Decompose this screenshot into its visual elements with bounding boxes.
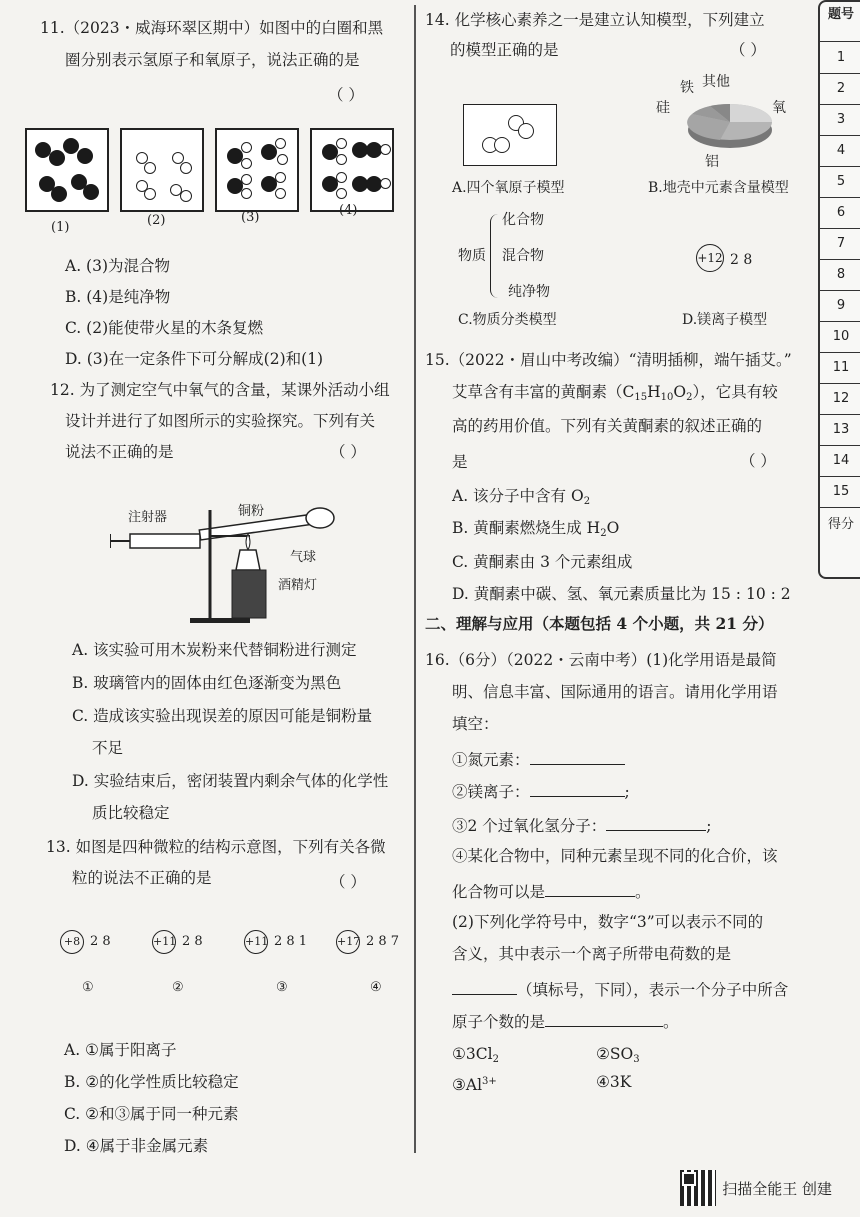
answer-blank-4[interactable] [545,880,635,897]
sidebar-number: 3 [820,104,860,136]
q16-line2: 明、信息丰富、国际通用的语言。请用化学用语 [452,683,778,701]
q14-caption-a: A.四个氧原子模型 [452,180,565,196]
q12-option-a: A. 该实验可用木炭粉来代替铜粉进行测定 [72,641,357,659]
q12-option-c-line2: 不足 [92,739,124,757]
q11-molecule-diagrams [25,128,405,238]
q12-option-c-line1: C. 造成该实验出现误差的原因可能是铜粉量 [72,707,373,725]
q15-option-d: D. 黄酮素中碳、氢、氧元素质量比为 15 : 10 : 2 [452,585,791,603]
box-label-3: (3) [241,210,260,225]
question-number-sidebar [818,0,860,579]
q11-line1: 11.（2023・威海环翠区期中）如图中的白圈和黑 [40,19,384,37]
sidebar-header: 题号 [820,2,860,42]
pie-label-silicon: 硅 [656,100,670,116]
column-divider [414,5,416,1153]
particle-2-nucleus: +11 [152,930,176,954]
q13-option-b: B. ②的化学性质比较稳定 [64,1073,239,1091]
q13-option-a: A. ①属于阳离子 [64,1041,177,1059]
answer-blank-5[interactable] [452,978,517,995]
q16-line1: 16.（6分）（2022・云南中考）(1)化学用语是最简 [425,651,777,669]
box-1-oxygen-atoms [25,128,109,212]
sidebar-number: 12 [820,383,860,415]
q16-part2-line2: 含义，其中表示一个离子所带电荷数的是 [452,945,732,963]
q16-item-2: ②镁离子： ; [452,780,630,802]
q15-line3: 高的药用价值。下列有关黄酮素的叙述正确的 [452,417,763,435]
scanner-watermark [680,1170,832,1206]
sidebar-number: 9 [820,290,860,322]
particle-3-nucleus: +11 [244,930,268,954]
q14-model-a-box [463,104,557,166]
classification-brace-icon [490,214,499,298]
q16-item-4b: 化合物可以是 。 [452,880,651,902]
sidebar-number: 2 [820,73,860,105]
sidebar-number: 1 [820,42,860,74]
balloon-label: 气球 [290,550,317,565]
q12-line3: 说法不正确的是 [65,443,174,461]
sidebar-number: 10 [820,321,860,353]
sidebar-number: 7 [820,228,860,260]
sidebar-number: 13 [820,414,860,446]
q12-option-d-line1: D. 实验结束后，密闭装置内剩余气体的化学性 [72,772,389,790]
q14-line2: 的模型正确的是 [450,41,559,59]
particle-4-label: ④ [370,980,382,995]
q13-particle-diagrams [60,930,420,1010]
q14-line1: 14. 化学核心素养之一是建立认知模型，下列建立 [425,11,765,29]
sidebar-number: 11 [820,352,860,384]
sidebar-number: 4 [820,135,860,167]
q16-choice-3: $③Al^{3+}$ [452,1076,497,1094]
q12-line2: 设计并进行了如图所示的实验探究。下列有关 [65,412,376,430]
q12-option-b: B. 玻璃管内的固体由红色逐渐变为黑色 [72,674,342,692]
particle-4-nucleus: +17 [336,930,360,954]
q13-option-d: D. ④属于非金属元素 [64,1137,209,1155]
box-label-1: (1) [51,220,70,235]
q11-answer-paren: （ ） [328,86,364,104]
box-label-4: (4) [339,203,358,218]
q16-line3: 填空： [452,715,499,733]
particle-1-nucleus: +8 [60,930,84,954]
classification-compound: 化合物 [502,212,544,228]
answer-blank-3[interactable] [606,814,706,831]
q12-option-d-line2: 质比较稳定 [92,804,170,822]
classification-root: 物质 [458,248,486,264]
particle-2-label: ② [172,980,184,995]
q16-item-4a: ④某化合物中，同种元素呈现不同的化合价，该 [452,847,778,865]
q12-line1: 12. 为了测定空气中氧气的含量，某课外活动小组 [50,381,390,399]
sidebar-number: 14 [820,445,860,477]
sidebar-number: 8 [820,259,860,291]
copper-powder-label: 铜粉 [238,504,265,519]
watermark-text: 扫描全能王 创建 [722,1179,832,1198]
particle-4-shells: 2 8 7 [366,934,400,949]
q16-choice-1: $①3Cl_2$ [452,1045,499,1065]
sidebar-number: 5 [820,166,860,198]
q16-part2-line1: (2)下列化学符号中，数字“3”可以表示不同的 [452,913,764,931]
classification-mixture: 混合物 [502,248,544,264]
answer-blank-6[interactable] [545,1010,663,1027]
pie-label-iron: 铁 [680,80,694,96]
classification-pure: 纯净物 [508,284,550,300]
answer-blank-2[interactable] [530,780,625,797]
q15-line4: 是 [452,453,468,471]
q15-option-a: A. 该分子中含有 $O_2$ [452,487,591,507]
q15-line1: 15.（2022・眉山中考改编）“清明插柳，端午插艾。” [425,351,792,369]
box-label-2: (2) [147,213,166,228]
q13-line2: 粒的说法不正确的是 [72,869,212,887]
particle-3-label: ③ [276,980,288,995]
q13-line1: 13. 如图是四种微粒的结构示意图，下列有关各微 [46,838,386,856]
q16-item-3: ③2 个过氧化氢分子： ; [452,814,712,836]
q14-caption-c: C.物质分类模型 [458,312,557,328]
q11-option-d: D. (3)在一定条件下可分解成(2)和(1) [65,350,324,368]
particle-3-shells: 2 8 1 [274,934,308,949]
q15-line2: 艾草含有丰富的黄酮素$(C_{15}H_{10}O_2)$，它具有较 [452,383,778,403]
box-4-mixed-molecules [310,128,394,212]
pie-label-aluminum: 铝 [705,154,719,170]
q16-item-1: ①氮元素： [452,748,625,770]
q14-answer-paren: （ ） [730,41,766,59]
mg-ion-shells: 2 8 [730,252,753,268]
mg-ion-nucleus: +12 [696,244,724,272]
q11-line2: 圈分别表示氢原子和氧原子，说法正确的是 [65,51,360,69]
q16-choice-2: $②SO_3$ [596,1045,640,1065]
pie-label-other: 其他 [702,74,730,90]
qr-code-icon [680,1170,716,1206]
q11-option-a: A. (3)为混合物 [65,257,171,275]
q13-option-c: C. ②和③属于同一种元素 [64,1105,239,1123]
q14-caption-b: B.地壳中元素含量模型 [648,180,789,196]
particle-1-shells: 2 8 [90,934,111,949]
particle-1-label: ① [82,980,94,995]
q14-pie-chart [680,90,780,160]
particle-2-shells: 2 8 [182,934,203,949]
q11-option-b: B. (4)是纯净物 [65,288,171,306]
section-2-title: 二、理解与应用（本题包括 4 个小题，共 21 分） [425,614,774,633]
sidebar-number: 15 [820,476,860,508]
q12-answer-paren: （ ） [330,443,366,461]
q11-option-c: C. (2)能使带火星的木条复燃 [65,319,264,337]
q15-option-b: B. 黄酮素燃烧生成 $H_2O$ [452,519,620,539]
box-3-water-molecules [215,128,299,212]
q13-answer-paren: （ ） [330,873,366,891]
sidebar-score: 得分 [827,517,854,532]
sidebar-number: 6 [820,197,860,229]
q16-part2-line4: 原子个数的是 。 [452,1010,679,1032]
answer-blank-1[interactable] [530,748,625,765]
q16-part2-line3: （填标号，下同），表示一个分子中所含 [452,978,788,1000]
box-2-hydrogen-atoms [120,128,204,212]
q15-option-c: C. 黄酮素由 3 个元素组成 [452,553,633,571]
pie-label-oxygen: 氧 [772,100,786,116]
syringe-label: 注射器 [128,510,168,525]
alcohol-lamp-label: 酒精灯 [278,578,318,593]
q15-answer-paren: （ ） [740,452,776,470]
q14-caption-d: D.镁离子模型 [682,312,768,328]
q16-choice-4: ④3K [596,1073,632,1091]
